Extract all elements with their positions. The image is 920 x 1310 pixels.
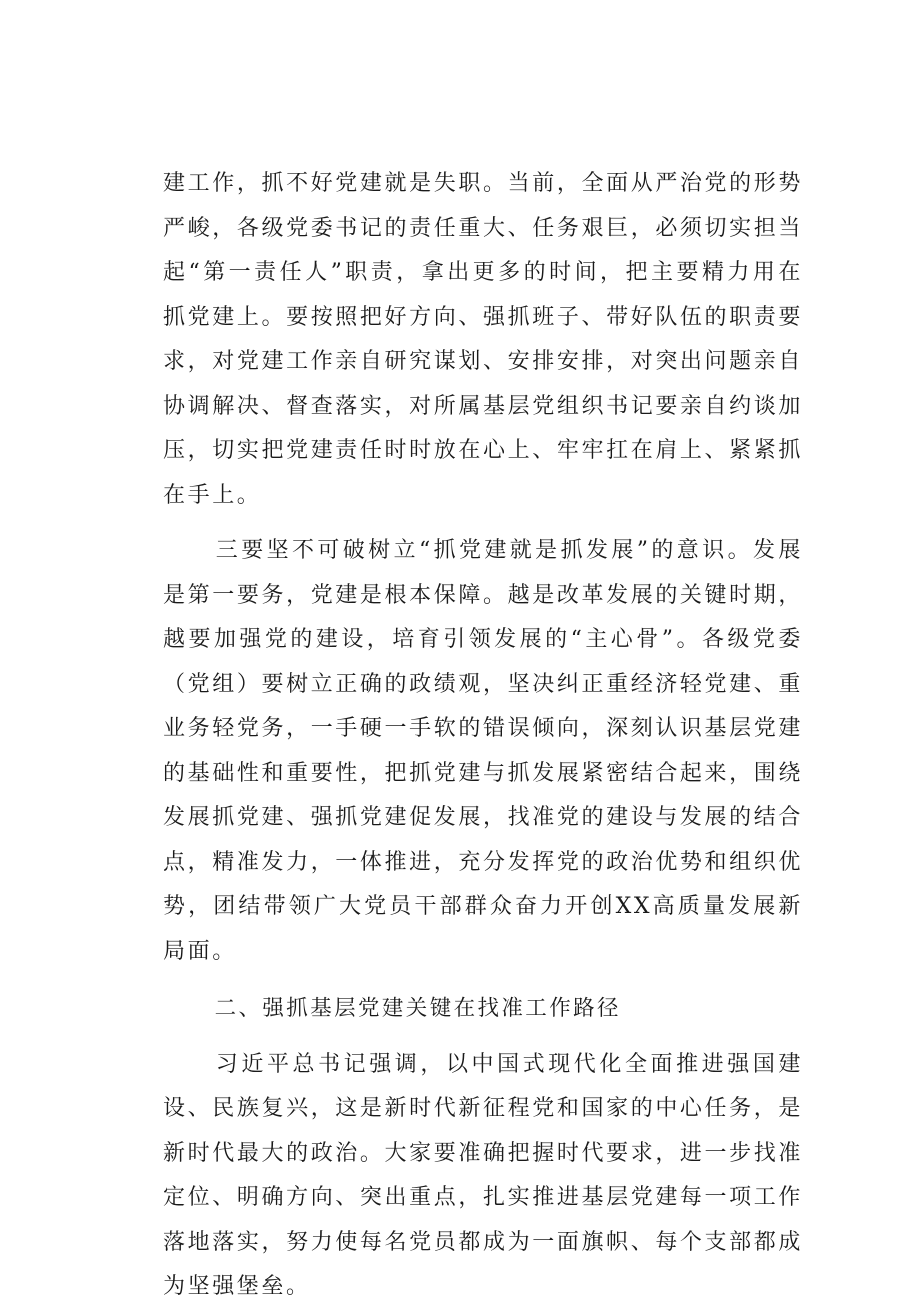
document-page — [163, 162, 803, 1310]
section-heading: 二、强抓基层党建关键在找准工作路径 — [214, 996, 621, 1021]
paragraph-closing: 习近平总书记强调，以中国式现代化全面推进强国建设、民族复兴，这是新时代新征程党和国家的中心任务，是新时代最大的政治。大家要准确把握时代要求，进一步找准定位、明确方向、突出重点，扎实推进基层党建每一项工作落地落实，努力使每名党员都成为一面旗帜、每个支部都成为坚强堡垒。 — [163, 1051, 803, 1299]
paragraph-third-point: 三要坚不可破树立“抓党建就是抓发展”的意识。发展是第一要务，党建是根本保障。越是改革发展的关键时期，越要加强党的建设，培育引领发展的“主心骨”。各级党委（党组）要树立正确的政绩观，坚决纠正重经济轻党建、重业务轻党务，一手硬一手软的错误倾向，深刻认识基层党建的基础性和重要性，把抓党建与抓发展紧密结合起来，围绕发展抓党建、强抓党建促发展，找准党的建设与发展的结合点，精准发力，一体推进，充分发挥党的政治优势和组织优势，团结带领广大党员干部群众奋力开创XX高质量发展新局面。 — [163, 538, 803, 964]
paragraph-continuation: 建工作，抓不好党建就是失职。当前，全面从严治党的形势严峻，各级党委书记的责任重大、任务艰巨，必须切实担当起“第一责任人”职责，拿出更多的时间，把主要精力用在抓党建上。要按照把好方向、强抓班子、带好队伍的职责要求，对党建工作亲自研究谋划、安排安排，对突出问题亲自协调解决、督查落实，对所属基层党组织书记要亲自约谈加压，切实把党建责任时时放在心上、牢牢扛在肩上、紧紧抓在手上。 — [163, 171, 803, 508]
